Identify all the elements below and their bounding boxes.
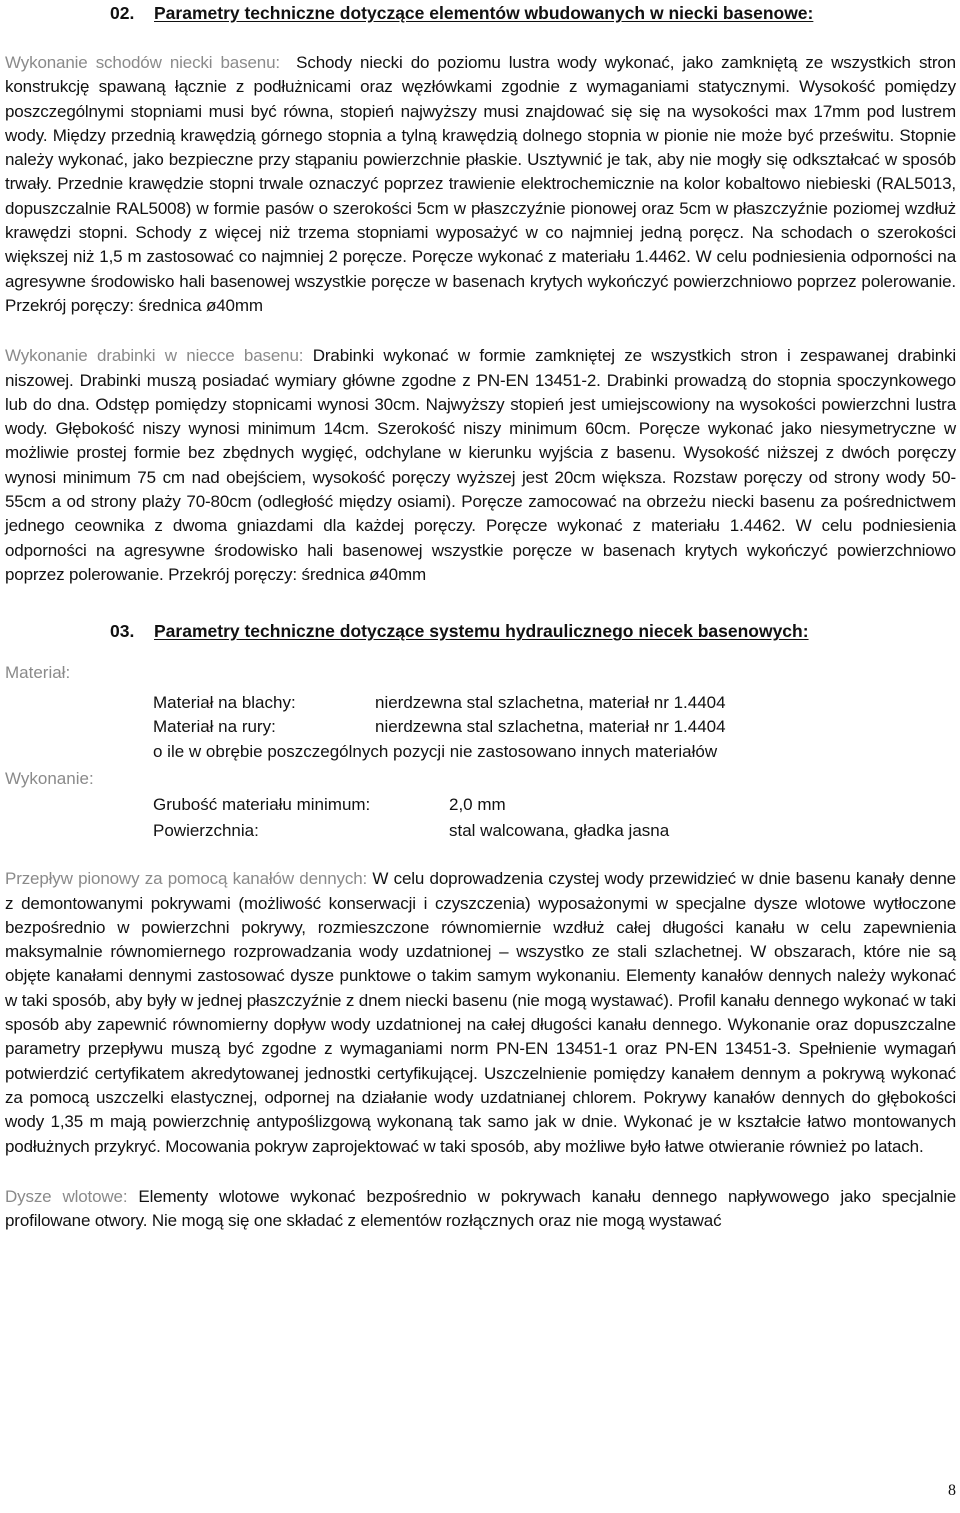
section-02-heading	[5, 0, 956, 27]
sheets-key: Materiał na blachy:	[153, 693, 296, 713]
ladder-paragraph	[5, 344, 956, 587]
ladder-label: Wykonanie drabinki w niecce basenu:	[5, 346, 304, 366]
nozzles-text: Elementy wlotowe wykonać bezpośrednio w pokrywach kanału dennego napływowego jako specjalnie profilowane otwory. Nie mogą się one składać z elementów rozłącznych oraz nie mogą wystawać	[5, 1186, 956, 1231]
thickness-row	[153, 793, 506, 817]
pipes-value: nierdzewna stal szlachetna, materiał nr 1.4404	[375, 717, 726, 737]
flow-text: W celu doprowadzenia czystej wody przewidzieć w dnie basenu kanały denne z demontowanymi pokrywami (możliwość konserwacji i czyszczenia) wyposażonymi w specjalne dysze wlotowe wytłoczone bezpośrednio w powierzchni pokrywy, rozmieszczone równomiernie wzdłuż całej długości kanału w celu zapewnienia maksymalnie równomiernego rozprowadzania wody uzdatnionej – wszystko ze stali szlachetnej. W obszarach, które nie są objęte kanałami dennymi zastosować dysze punktowe o takim samym wykonaniu. Elementy kanałów dennych należy wykonać w taki sposób, aby były w jednej płaszczyźnie z dnem niecki basenu (nie mogą wystawać). Profil kanału dennego wykonać w taki sposób aby zapewnić równomierny dopływ wody uzdatnionej na całej długości kanału dennego. Wykonanie oraz dopuszczalne parametry przepływu muszą być zgodne z wymaganiami norm PN-EN 13451-1 oraz PN-EN 13451-3. Spełnienie wymagań potwierdzić certyfikatem akredytowanej jednostki certyfikującej. Uszczelnienie pomiędzy kanałem dennym a pokrywą wykonać za pomocą uszczelki elastycznej, odpornej na działanie wody uzdatnianej chlorem. Pokrywy kanałów dennych do głębokości wody 1,35 m mają powierzchnię antypoślizgową wykonaną tak samo jak w dnie. Wykonać je w kształcie łatwo montowanych podłużnych przykryć. Mocowania pokryw zaprojektować w taki sposób, aby możliwe było łatwe otwieranie również po latach.	[5, 869, 956, 1156]
stairs-label: Wykonanie schodów niecki basenu:	[5, 53, 280, 72]
flow-label: Przepływ pionowy za pomocą kanałów dennych:	[5, 869, 368, 889]
pipes-row	[153, 715, 726, 739]
document-page	[5, 0, 956, 1233]
execution-label: Wykonanie:	[5, 769, 94, 789]
stairs-text: Schody niecki do poziomu lustra wody wykonać, jako zamkniętą ze wszystkich stron konstrukcję spawaną łącznie z podłużnicami oraz węzłówkami zgodnie z wymaganiami statycznymi. Wysokość pomiędzy poszczególnymi stopniami musi być równa, stopień najwyższy musi znajdować się się na wysokości max 17mm pod lustrem wody. Między przednią krawędzią górnego stopnia a tylną krawędzią dolnego stopnia w pionie nie może być prześwitu. Stopnie należy wykonać, jako bezpieczne przy stąpaniu powierzchnie płaskie. Usztywnić je tak, aby nie mogły się odkształcać w sposób trwały. Przednie krawędzie stopni trwale oznaczyć poprzez trawienie elektrochemicznie na kolor kobaltowo niebieski (RAL5013, dopuszczalnie RAL5008) w formie pasów o szerokości 5cm w płaszczyźnie pionowej oraz 5cm w płaszczyźnie poziomej wzdłuż krawędzi stopni. Schody z więcej niż trzema stopniami wyposażyć w co najmniej jedną poręcz. Na schodach o szerokości większej niż 1,5 m zastosować co najmniej 2 poręcze. Poręcze wykonać z materiału 1.4462. W celu podniesienia odporności na agresywne środowisko hali basenowej wszystkie poręcze w basenach krytych wykończyć powierzchniowo poprzez polerowanie. Przekrój poręczy: średnica ø40mm	[5, 53, 956, 315]
material-block	[5, 657, 956, 847]
section-02-number: 02.	[110, 3, 135, 23]
sheets-row	[153, 691, 726, 715]
surface-row	[153, 819, 670, 843]
thickness-value: 2,0 mm	[449, 795, 506, 815]
sheets-value: nierdzewna stal szlachetna, materiał nr 1.4404	[375, 693, 726, 713]
surface-value: stal walcowana, gładka jasna	[449, 821, 670, 841]
page-number: 8	[948, 1482, 956, 1499]
ladder-text: Drabinki wykonać w formie zamkniętej ze wszystkich stron i zespawanej drabinki niszowej. Drabinki muszą posiadać wymiary główne zgodne z PN-EN 13451-2. Drabinki prowadzą do stopnia spoczynkowego lub do dna. Odstęp pomiędzy stopnicami wynosi 30cm. Najwyższy stopień jest umiejscowiony na wysokości powierzchni lustra wody. Głębokość niszy wynosi minimum 14cm. Szerokość niszy minimum 60cm. Poręcze wykonać jako niesymetryczne w możliwie prostej formie bez zbędnych wygięć, odchylane w kierunku wyjścia z basenu. Wysokość niższej z dwóch poręczy wynosi minimum 75 cm nad obejściem, wysokość poręczy wyższej jest 20cm większa. Rozstaw poręczy od strony wody 50-55cm a od strony plaży 70-80cm (odległość między osiami). Poręcze zamocować na obrzeżu niecki basenu za pośrednictwem jednego ceownika z dwoma gniazdami dla każdej poręczy. Poręcze wykonać z materiału 1.4462. W celu podniesienia odporności na agresywne środowisko hali basenowej wszystkie poręcze w basenach krytych wykończyć powierzchniowo poprzez polerowanie. Przekrój poręczy: średnica ø40mm	[5, 346, 956, 584]
flow-paragraph	[5, 867, 956, 1159]
stairs-paragraph	[5, 51, 956, 318]
material-label: Materiał:	[5, 663, 71, 683]
nozzles-paragraph	[5, 1185, 956, 1234]
section-03-number: 03.	[110, 621, 135, 642]
surface-key: Powierzchnia:	[153, 821, 259, 841]
thickness-key: Grubość materiału minimum:	[153, 795, 371, 815]
nozzles-label: Dysze wlotowe:	[5, 1186, 128, 1206]
material-note-row	[153, 740, 717, 764]
section-02-title: Parametry techniczne dotyczące elementów wbudowanych w niecki basenowe:	[154, 3, 814, 23]
section-03-title: Parametry techniczne dotyczące systemu hydraulicznego niecek basenowych:	[154, 621, 809, 642]
pipes-key: Materiał na rury:	[153, 717, 276, 737]
section-03-heading	[5, 617, 956, 645]
material-note: o ile w obrębie poszczególnych pozycji nie zastosowano innych materiałów	[153, 742, 718, 762]
